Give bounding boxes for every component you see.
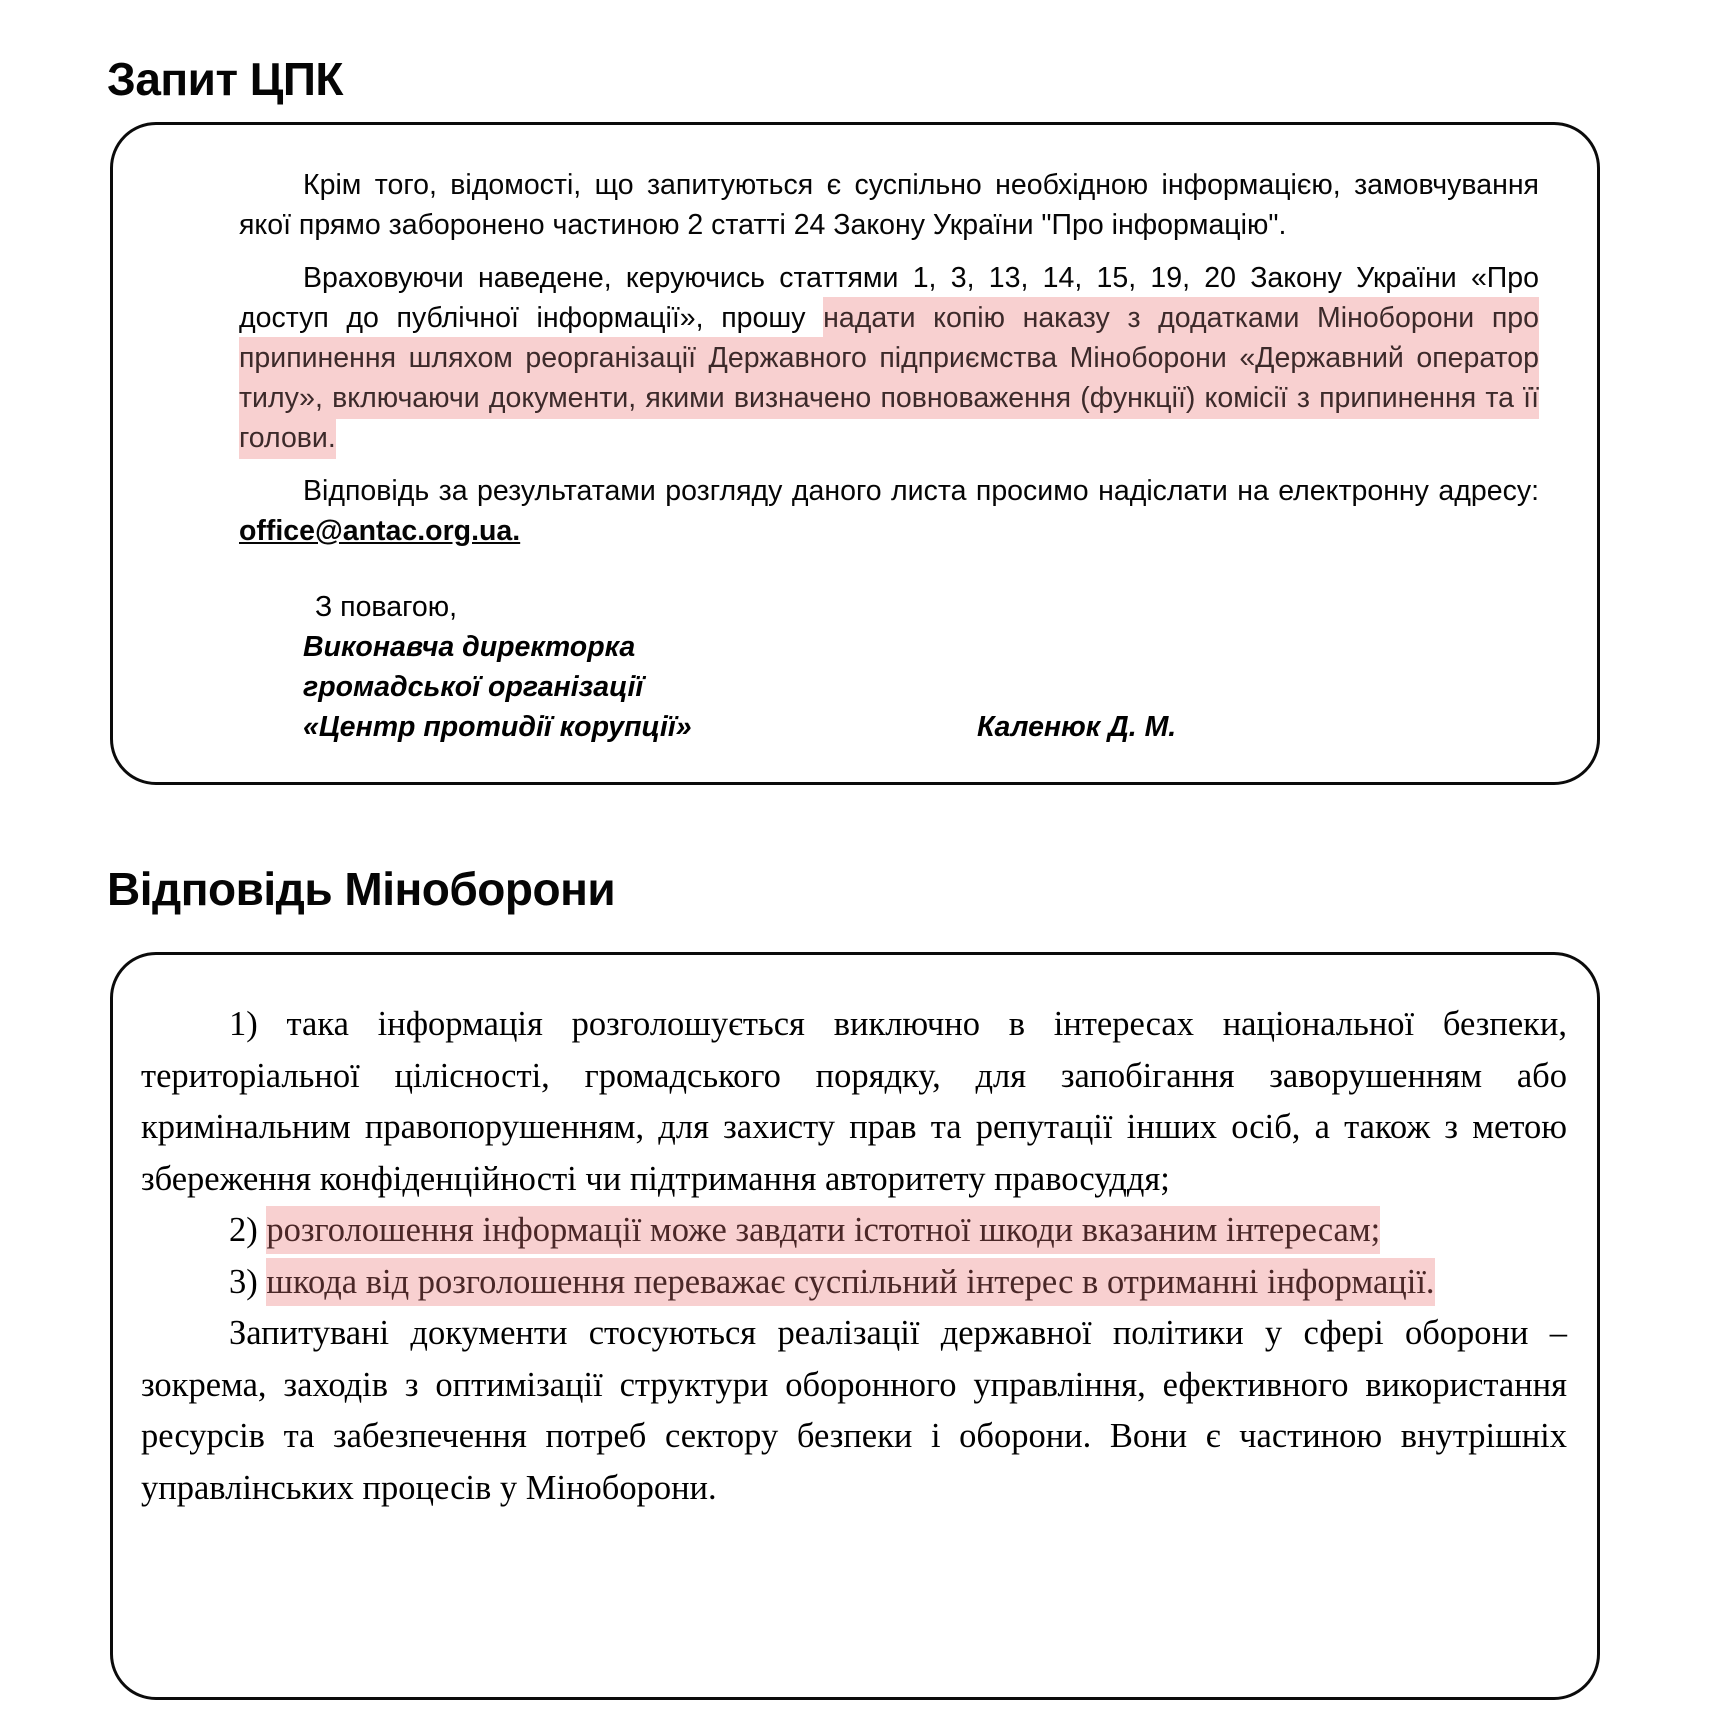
request-document-box [110, 122, 1600, 785]
signature-position-line-2: громадської організації [303, 671, 644, 703]
request-paragraph-1-text: Крім того, відомості, що запитуються є суспільно необхідною інформацією, замовчування якої прямо заборонено частиною 2 статті 24 Закону України "Про інформацію". [239, 169, 1539, 241]
signature-salutation: З повагою, [315, 591, 457, 623]
response-item-2-number: 2) [229, 1211, 267, 1249]
request-paragraph-2 [239, 258, 1539, 458]
response-item-3-number: 3) [229, 1262, 267, 1301]
response-item-2-highlighted-text: розголошення інформації може завдати істотної шкоди вказаним інтересам; [266, 1206, 1380, 1254]
request-paragraph-3 [239, 471, 1539, 551]
request-paragraph-1 [239, 165, 1539, 245]
signature-block [239, 587, 1539, 747]
signature-organization: «Центр протидії корупції» [303, 711, 692, 743]
request-paragraph-3-text: Відповідь за результатами розгляду даного листа просимо надіслати на електронну адресу: [303, 475, 1539, 507]
response-item-1-text: така інформація розголошується виключно в інтересах національної безпеки, територіальної цілісності, громадського порядку, для запобігання заворушенням або кримінальним правопорушенням, для захисту прав та репутації інших осіб, а також з метою збереження конфіденційності чи підтримання авторитету правосуддя; [141, 1005, 1567, 1198]
response-item-2 [141, 1205, 1567, 1257]
response-item-3 [141, 1257, 1567, 1309]
request-highlighted-text: надати копію наказу з додатками Міноборони про припинення шляхом реорганізації Державного підприємства Міноборони «Державний оператор тилу», включаючи документи, якими визначено повноваження (функції) комісії з припинення та її голови. [239, 297, 1539, 459]
response-paragraph-4-text: Запитувані документи стосуються реалізації державної політики у сфері оборони – зокрема, заходів з оптимізації структури оборонного управління, ефективного використання ресурсів та забезпечення потреб сектору безпеки і оборони. Вони є частиною внутрішніх управлінських процесів у Міноборони. [141, 1314, 1567, 1507]
response-paragraph-4 [141, 1308, 1567, 1514]
request-paragraph-2-text: Враховуючи наведене, керуючись статтями 1, 3, 13, 14, 15, 19, 20 Закону України «Про доступ до публічної інформації», прошу [239, 262, 1539, 334]
response-item-3-highlighted-text: шкода від розголошення переважає суспільний інтерес в отриманні інформації. [266, 1258, 1434, 1306]
email-address: office@antac.org.ua. [239, 515, 521, 547]
signature-name: Каленюк Д. М. [977, 711, 1177, 743]
response-document-box [110, 952, 1600, 1700]
signature-position-line-1: Виконавча директорка [303, 631, 636, 663]
signature-org-row [239, 707, 1539, 747]
response-section-title: Відповідь Міноборони [107, 863, 616, 915]
response-item-1-number: 1) [229, 1005, 287, 1043]
response-item-1 [141, 999, 1567, 1205]
request-section-title: Запит ЦПК [107, 53, 344, 105]
